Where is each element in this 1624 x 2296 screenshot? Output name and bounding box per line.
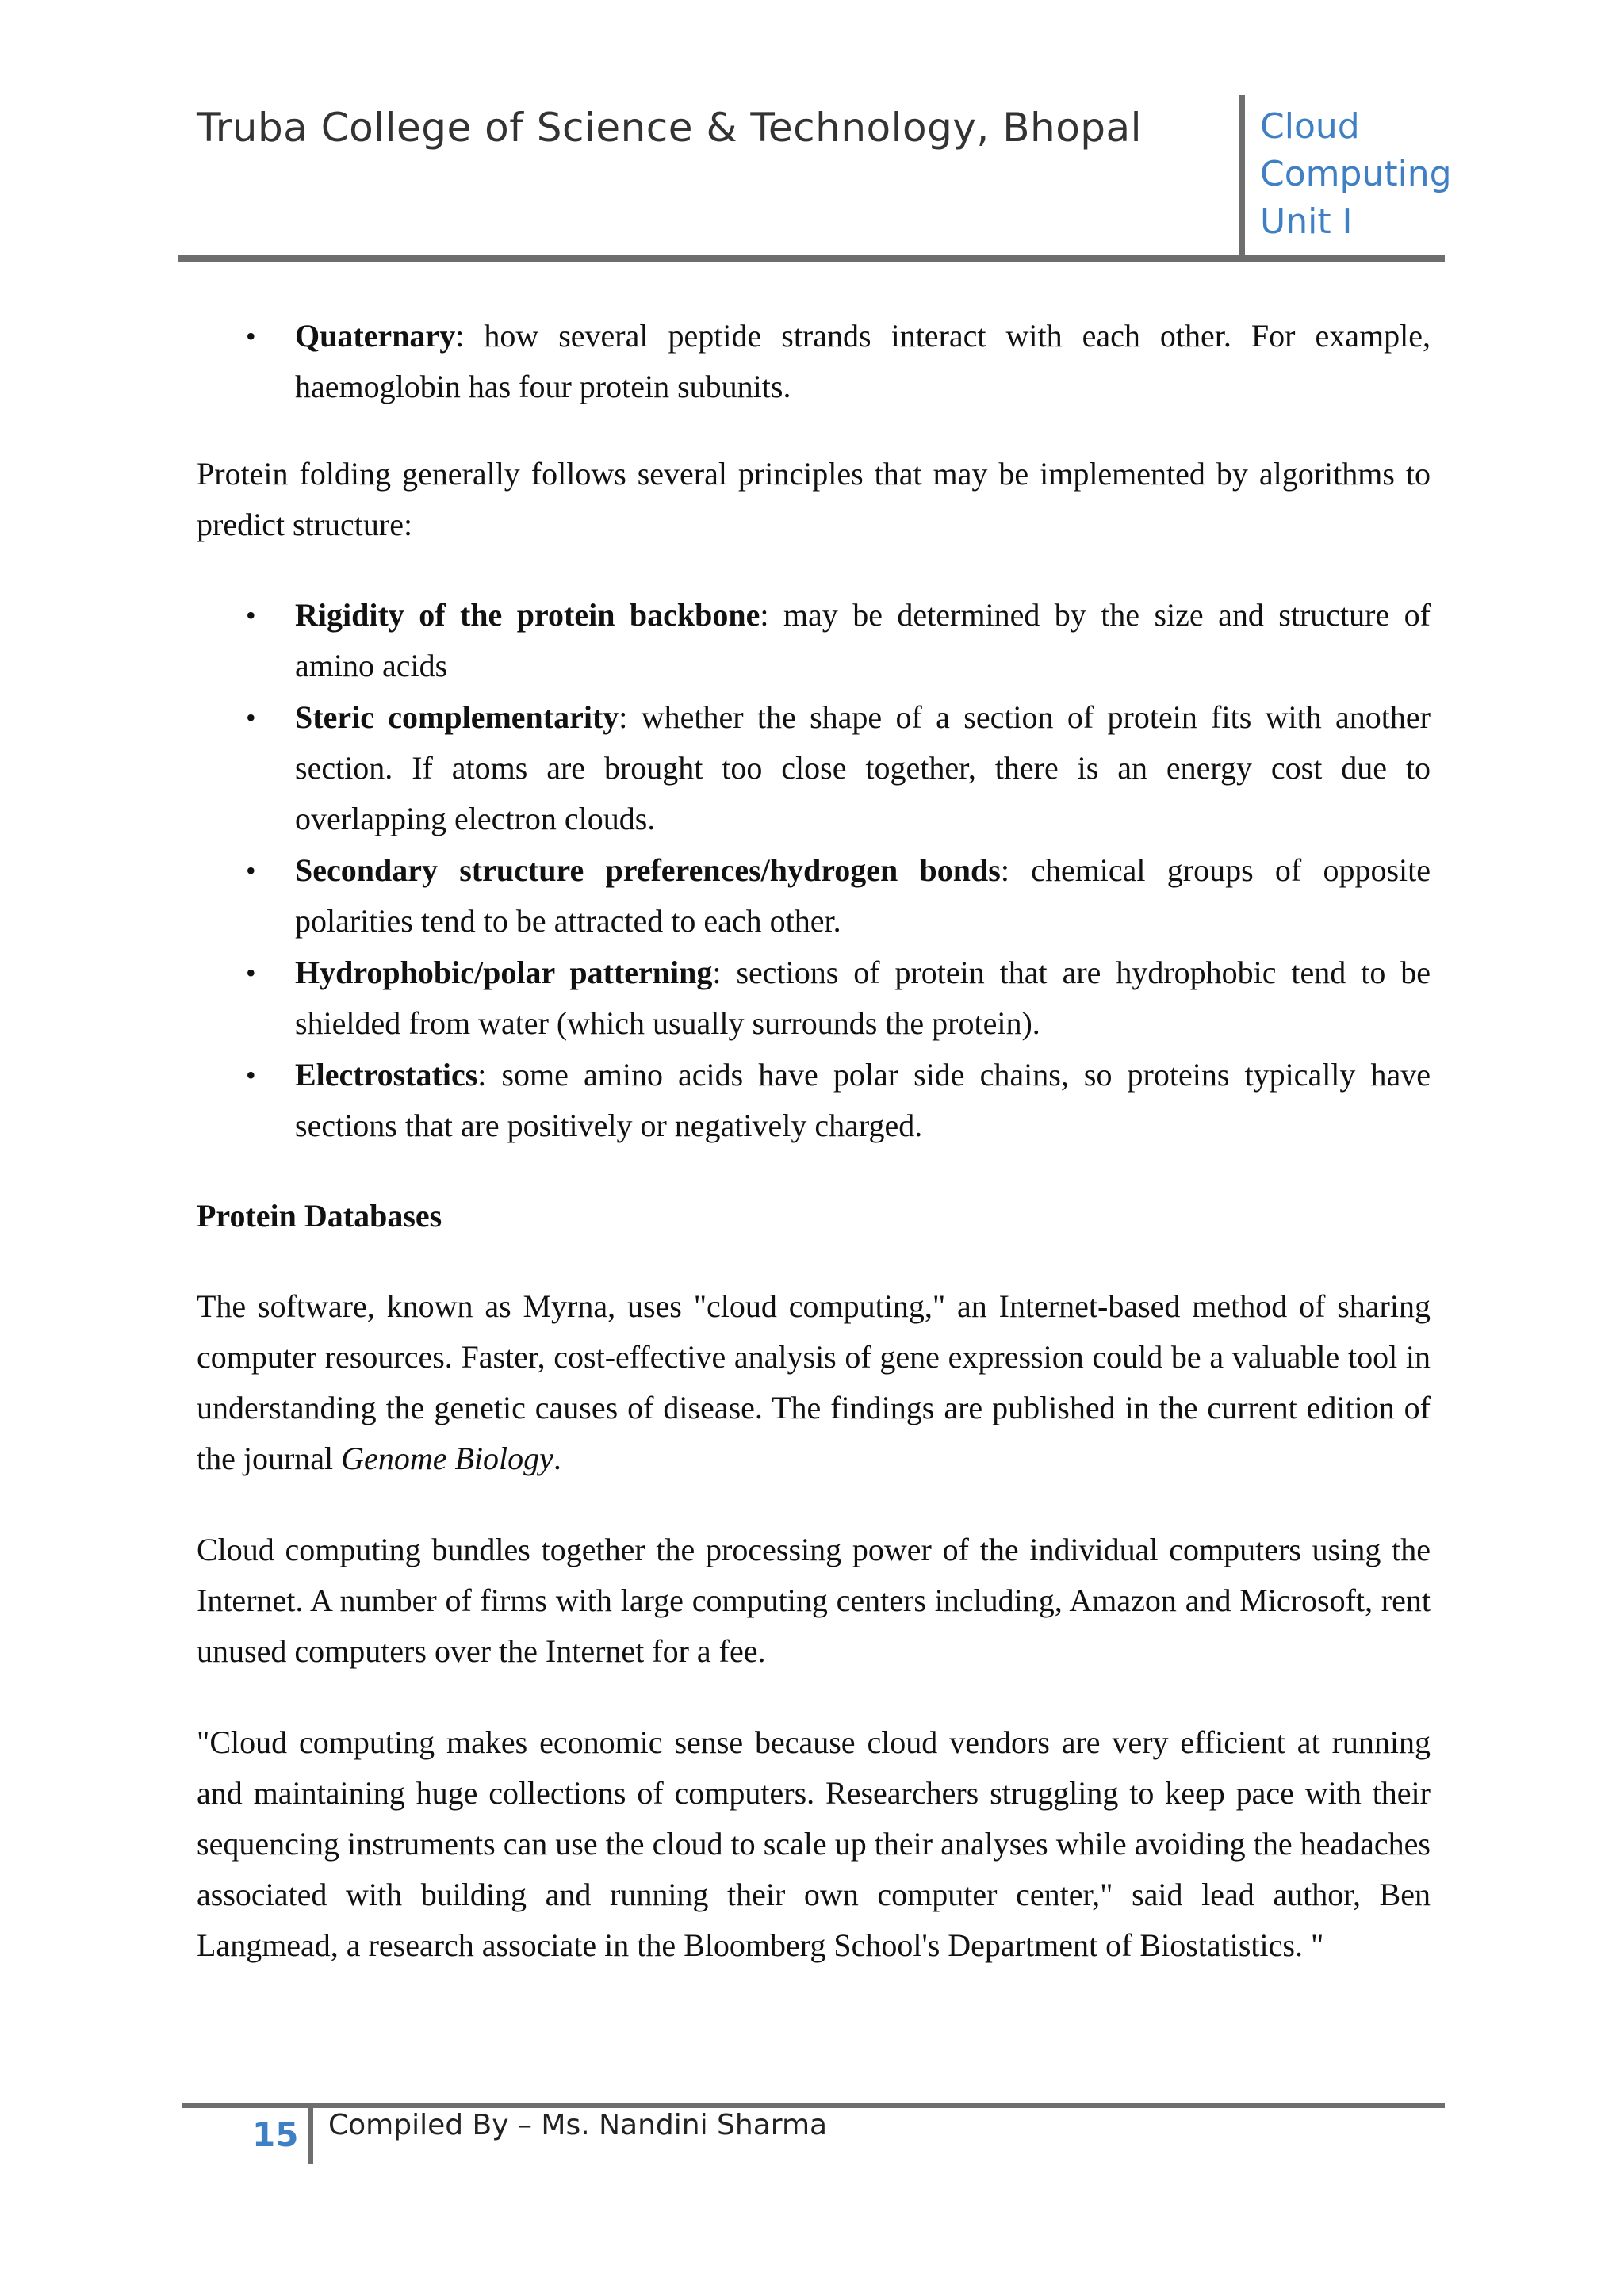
description: : chemical groups of opposite polarities tend to be attracted to each other. (295, 852, 1431, 939)
list-item-principle (197, 692, 1431, 844)
header-divider (1239, 95, 1245, 258)
header-subject (1260, 103, 1452, 246)
bullet-icon: • (246, 320, 256, 352)
footer-divider (308, 2103, 313, 2164)
bullet-icon: • (246, 702, 256, 733)
term: Hydrophobic/polar patterning (295, 955, 713, 990)
header-subject-line-2: Computing (1260, 154, 1452, 194)
bullet-icon: • (246, 855, 256, 886)
bullet-icon: • (246, 957, 256, 989)
list-item-principle (197, 1050, 1431, 1151)
list-item-principle (197, 845, 1431, 947)
description: : how several peptide strands interact with each other. For example, haemoglobin has four protein subunits. (295, 318, 1431, 404)
list-item-principle (197, 947, 1431, 1049)
description: : may be determined by the size and structure of amino acids (295, 597, 1431, 683)
header-subject-line-1: Cloud (1260, 106, 1360, 147)
list-item-principle (197, 590, 1431, 691)
term: Quaternary (295, 318, 456, 354)
description: : sections of protein that are hydrophobic tend to be shielded from water (which usually surrounds the protein). (295, 955, 1431, 1041)
header-title: Truba College of Science & Technology, Bhopal (197, 105, 1143, 151)
description: : whether the shape of a section of protein fits with another section. If atoms are brought too close together, there is an energy cost due to overlapping electron clouds. (295, 699, 1431, 836)
term: Electrostatics (295, 1057, 478, 1093)
section-heading (197, 1191, 1431, 1242)
journal-name: Genome Biology (341, 1441, 553, 1476)
term: Secondary structure preferences/hydrogen bonds (295, 852, 1001, 888)
myrna-text: The software, known as Myrna, uses "cloud computing," an Internet-based method of sharing computer resources. Faster, cost-effective analysis of gene expression could be a valuable tool in understanding the genetic causes of disease. The findings are published in the current edition of the journal (197, 1288, 1431, 1476)
footer-rule (182, 2103, 1445, 2108)
header-rule (178, 255, 1445, 262)
bullet-icon: • (246, 599, 256, 631)
paragraph-cloud: Cloud computing bundles together the processing power of the individual computers using the Internet. A number of firms with large computing centers including, Amazon and Microsoft, rent unused computers over the Internet for a fee. (197, 1532, 1431, 1669)
paragraph-myrna (197, 1281, 1431, 1484)
header-subject-line-3: Unit I (1260, 201, 1353, 242)
description: : some amino acids have polar side chains, so proteins typically have sections that are positively or negatively charged. (295, 1057, 1431, 1143)
term: Steric complementarity (295, 699, 619, 735)
heading-text: Protein Databases (197, 1198, 442, 1234)
page-number: 15 (252, 2115, 299, 2154)
paragraph-folding: Protein folding generally follows several principles that may be implemented by algorithms to predict structure: (197, 456, 1431, 542)
term: Rigidity of the protein backbone (295, 597, 760, 633)
compiled-by: Compiled By – Ms. Nandini Sharma (328, 2109, 828, 2141)
myrna-end: . (553, 1441, 561, 1476)
paragraph-quote: "Cloud computing makes economic sense because cloud vendors are very efficient at running and maintaining huge collections of computers. Researchers struggling to keep pace with their sequencing instruments can use the cloud to scale up their analyses while avoiding the headaches associated with building and running their own computer center," said lead author, Ben Langmead, a research associate in the Bloomberg School's Department of Biostatistics. " (197, 1724, 1431, 1963)
list-item-quaternary (197, 311, 1431, 412)
bullet-icon: • (246, 1059, 256, 1091)
